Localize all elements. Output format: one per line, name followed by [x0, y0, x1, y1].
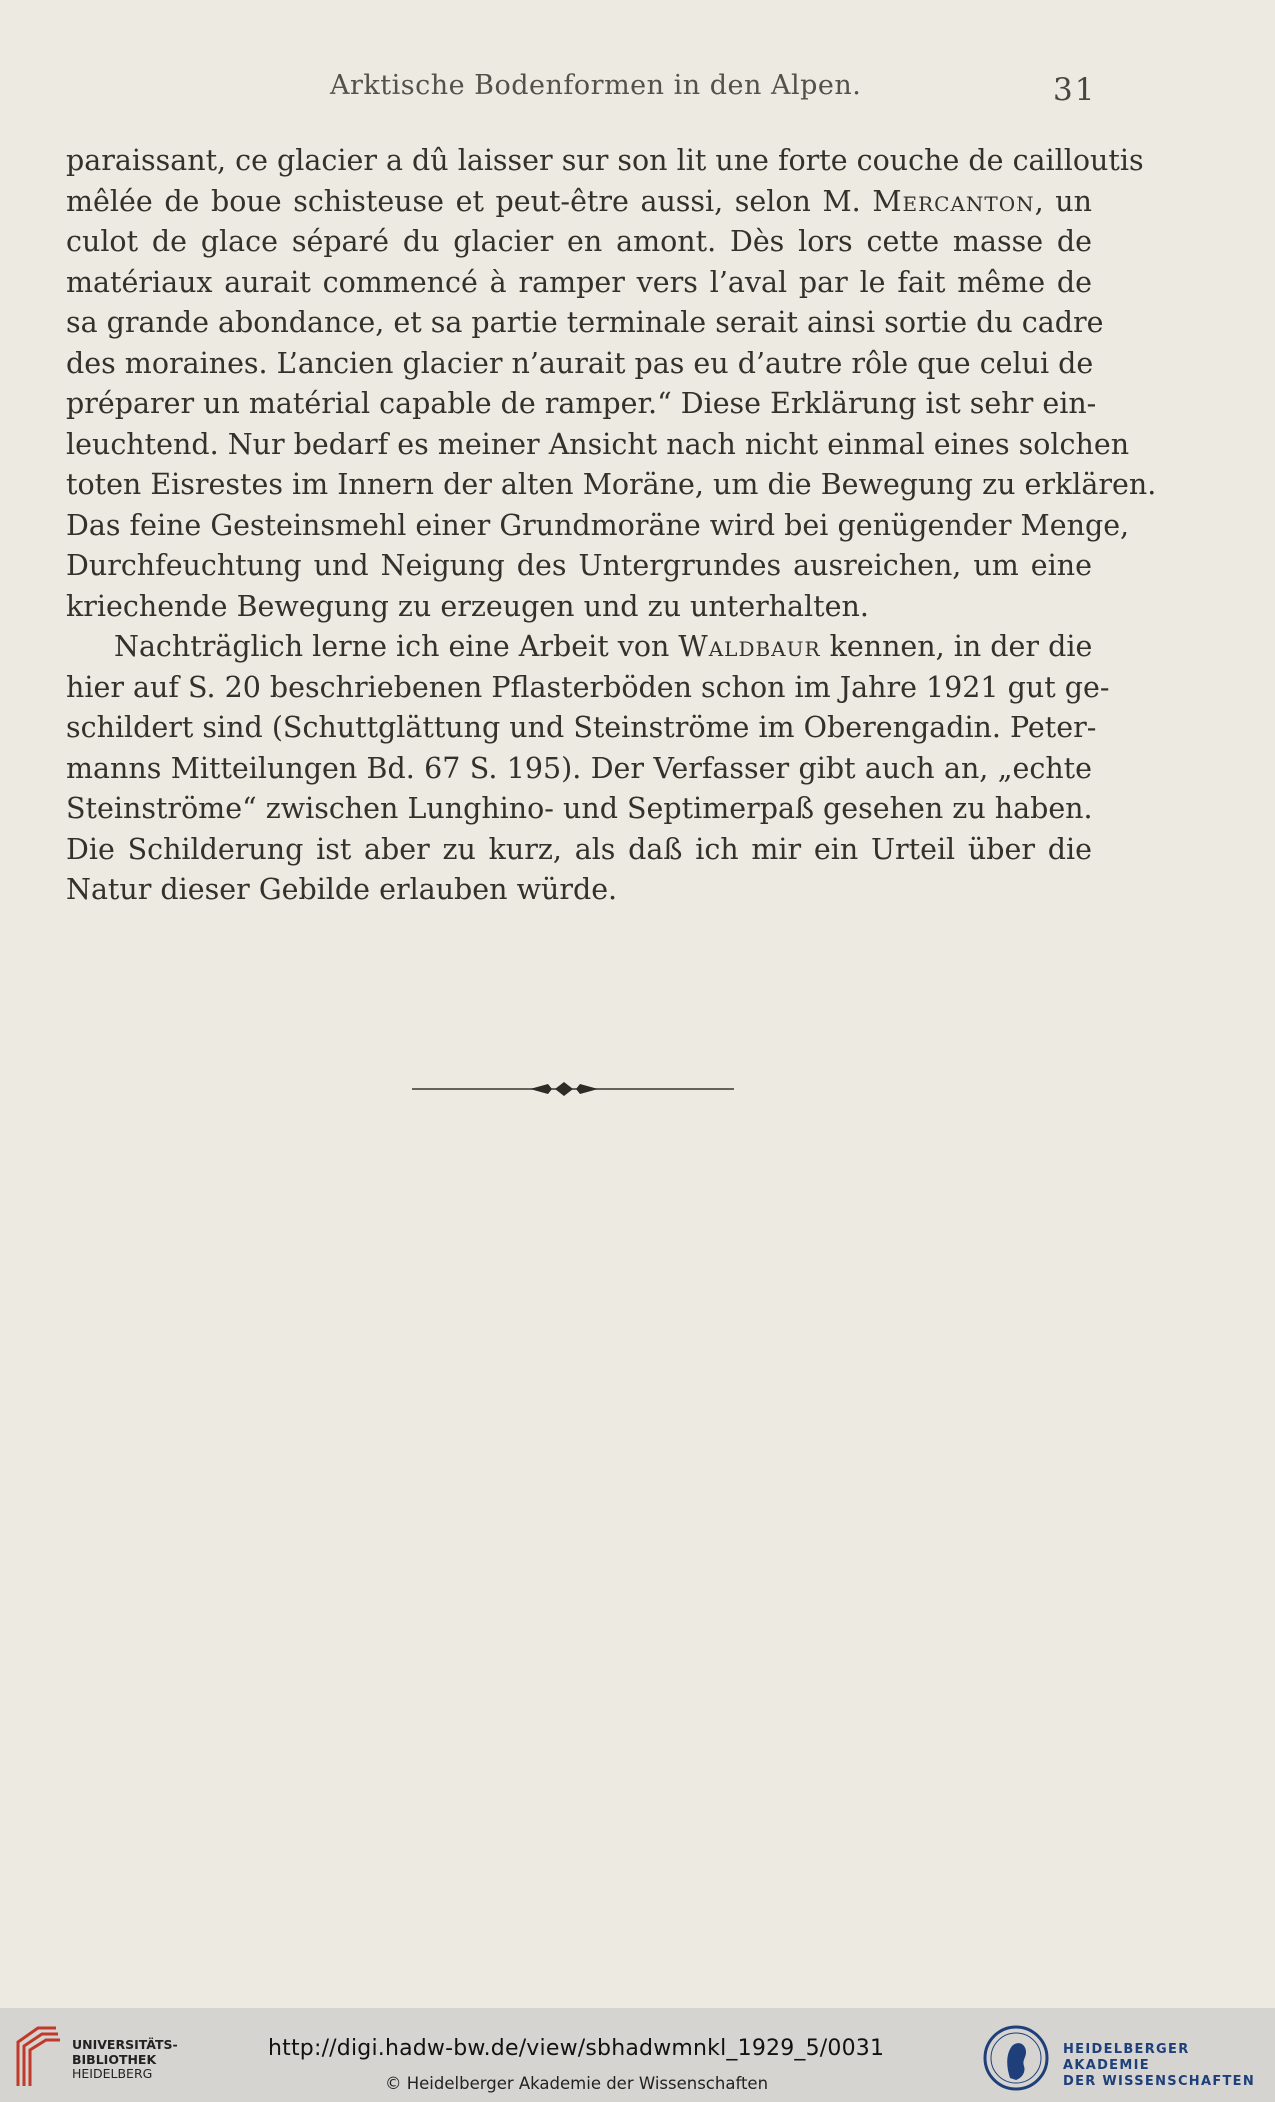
- text-line: [66, 627, 1092, 668]
- text-line: Durchfeuchtung und Neigung des Untergrundes ausreichen, um eine: [66, 549, 1092, 582]
- text-line: Steinströme“ zwischen Lunghino- und Septimerpaß gesehen zu haben.: [66, 792, 1093, 825]
- academy-name: [1063, 2042, 1275, 2090]
- running-title: Arktische Bodenformen in den Alpen.: [330, 70, 862, 101]
- academy-line: DER WISSENSCHAFTEN: [1063, 2074, 1256, 2089]
- author-name-mercanton: Mercanton: [872, 184, 1035, 218]
- text-run: mêlée de boue schisteuse et peut-être aussi, selon M.: [66, 184, 873, 218]
- author-name-waldbaur: Waldbaur: [678, 630, 821, 663]
- text-line: kriechende Bewegung zu erzeugen und zu unterhalten.: [66, 589, 869, 623]
- text-line: matériaux aurait commencé à ramper vers l’aval par le fait même de: [66, 265, 1092, 299]
- paragraph-1: [66, 141, 1157, 627]
- text-line: Natur dieser Gebilde erlauben würde.: [66, 873, 618, 906]
- paragraph-2: [66, 627, 1110, 911]
- academy-line: HEIDELBERGER AKADEMIE: [1063, 2042, 1190, 2073]
- text-run: kennen, in der die: [820, 630, 1093, 663]
- running-head: [0, 70, 1275, 110]
- text-run: , un: [1034, 184, 1092, 218]
- text-line: toten Eisrestes im Innern der alten Moräne, um die Bewegung zu erklären.: [66, 468, 1157, 501]
- text-line: leuchtend. Nur bedarf es meiner Ansicht nach nicht einmal eines solchen: [66, 427, 1130, 461]
- text-line: sa grande abondance, et sa partie terminale serait ainsi sortie du cadre: [66, 306, 1104, 339]
- text-line: manns Mitteilungen Bd. 67 S. 195). Der Verfasser gibt auch an, „echte: [66, 751, 1092, 785]
- viewer-footer: [0, 2008, 1275, 2102]
- university-library-logo-icon: [12, 2024, 64, 2088]
- university-library-name: [72, 2038, 178, 2082]
- text-line: Die Schilderung ist aber zu kurz, als daß ich mir ein Urteil über die: [66, 832, 1092, 866]
- body-text: [66, 141, 1157, 911]
- text-line: paraissant, ce glacier a dû laisser sur son lit une forte couche de cailloutis: [66, 144, 1144, 177]
- page-number: 31: [1053, 72, 1097, 108]
- text-line: Das feine Gesteinsmehl einer Grundmoräne wird bei genügender Menge,: [66, 508, 1130, 542]
- copyright-notice: © Heidelberger Akademie der Wissenschaften: [385, 2074, 769, 2093]
- permalink-url[interactable]: http://digi.hadw-bw.de/view/sbhadwmnkl_1929_5/0031: [268, 2036, 885, 2061]
- library-line: BIBLIOTHEK: [72, 2051, 157, 2067]
- text-line: préparer un matérial capable de ramper.“ Diese Erklärung ist sehr ein-: [66, 387, 1097, 420]
- text-line: hier auf S. 20 beschriebenen Pflasterböden schon im Jahre 1921 gut ge-: [66, 670, 1110, 704]
- text-line: schildert sind (Schuttglättung und Steinströme im Oberengadin. Peter-: [66, 711, 1097, 744]
- text-run: Nachträglich lerne ich eine Arbeit von: [114, 630, 679, 663]
- end-ornament: [412, 1076, 734, 1102]
- text-line: des moraines. L’ancien glacier n’aurait pas eu d’autre rôle que celui de: [66, 346, 1094, 380]
- text-line: [66, 182, 1092, 223]
- library-line: UNIVERSITÄTS-: [72, 2037, 178, 2052]
- text-line: culot de glace séparé du glacier en amont. Dès lors cette masse de: [66, 225, 1092, 258]
- academy-seal-icon: [982, 2024, 1050, 2092]
- library-line: HEIDELBERG: [72, 2066, 153, 2081]
